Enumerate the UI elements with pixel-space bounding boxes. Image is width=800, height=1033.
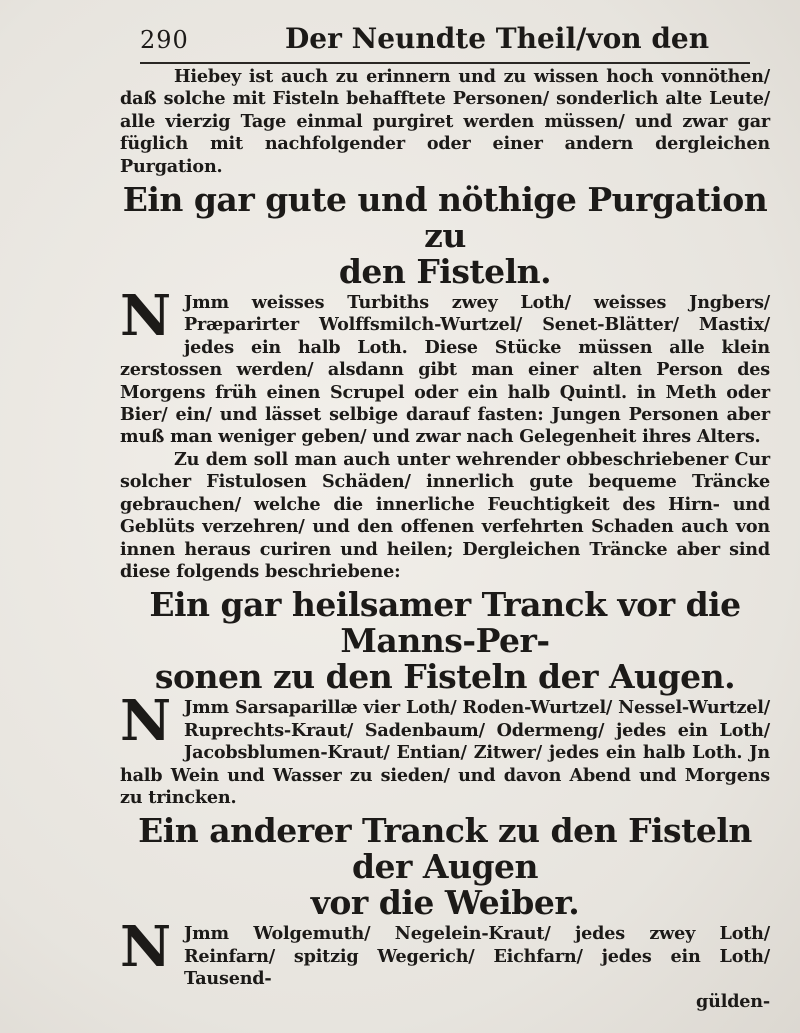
running-head: Der Neundte Theil/von den: [285, 22, 710, 55]
page-number: 290: [140, 26, 189, 54]
section-heading: [120, 182, 770, 290]
heading-line-2: den Fisteln.: [338, 252, 552, 292]
heading-line-2: vor die Weiber.: [310, 883, 580, 923]
recipe-text: Jmm Wolgemuth/ Negelein-Kraut/ jedes zwey Loth/ Reinfarn/ spitzig Wegerich/ Eichfarn/ jedes ein Loth/ Tausend-: [184, 923, 770, 990]
recipe-block: [120, 688, 770, 809]
section-heading: [120, 587, 770, 695]
section-purgation: [120, 182, 770, 583]
section-womens-drink: [120, 813, 770, 1013]
section-mens-drink: [120, 587, 770, 809]
drop-cap-initial: N: [120, 283, 172, 350]
drop-cap-initial: N: [120, 688, 172, 755]
recipe-text: Jmm weisses Turbiths zwey Loth/ weisses Jngbers/ Præparirter Wolffsmilch-Wurtzel/ Senet-Blätter/ Mastix/ jedes ein halb Loth. Diese Stücke müssen alle klein zerstossen werden/ alsdann gibt man einer alten Person des Morgens früh einen Scrupel oder ein halb Quintl. in Meth oder Bier/ ein/ und lässet selbige darauf fasten: Jungen Personen aber muß man weniger geben/ und zwar nach Gelegenheit ihres Alters.: [120, 292, 770, 448]
heading-line-1: Ein anderer Tranck zu den Fisteln der Augen: [138, 811, 752, 887]
catchword: gülden-: [696, 990, 770, 1012]
heading-line-1: Ein gar gute und nöthige Purgation zu: [122, 180, 768, 256]
heading-line-1: Ein gar heilsamer Tranck vor die Manns-Per-: [149, 585, 741, 661]
section-heading: [120, 813, 770, 921]
page-body: [120, 66, 770, 1013]
recipe-block: [120, 283, 770, 449]
recipe-text: Jmm Sarsaparillæ vier Loth/ Roden-Wurtzel/ Nessel-Wurtzel/ Ruprechts-Kraut/ Sadenbaum/ Odermeng/ jedes ein Loth/ Jacobsblumen-Kraut/ Entian/ Zitwer/ jedes ein halb Loth. Jn halb Wein und Wasser zu sieden/ und davon Abend und Morgens zu trincken.: [120, 697, 770, 808]
header-rule: [140, 62, 750, 64]
drop-cap-initial: N: [120, 914, 172, 981]
intro-paragraph: Hiebey ist auch zu erinnern und zu wissen hoch vonnöthen/ daß solche mit Fisteln behafftete Personen/ sonderlich alte Leute/ alle vierzig Tage einmal purgiret werden müssen/ und zwar gar füglich mit nachfolgender oder einer andern dergleichen Purgation.: [120, 66, 770, 177]
followup-paragraph: Zu dem soll man auch unter wehrender obbeschriebener Cur solcher Fistulosen Schäden/ innerlich gute bequeme Träncke gebrauchen/ welche die innerliche Feuchtigkeit des Hirn- und Geblüts verzehren/ und den offenen verfehrten Schaden auch von innen heraus curiren und heilen; Dergleichen Träncke aber sind diese folgends beschriebene:: [120, 448, 770, 582]
heading-line-2: sonen zu den Fisteln der Augen.: [154, 657, 736, 697]
page-header: [140, 20, 740, 64]
recipe-block: [120, 914, 770, 990]
